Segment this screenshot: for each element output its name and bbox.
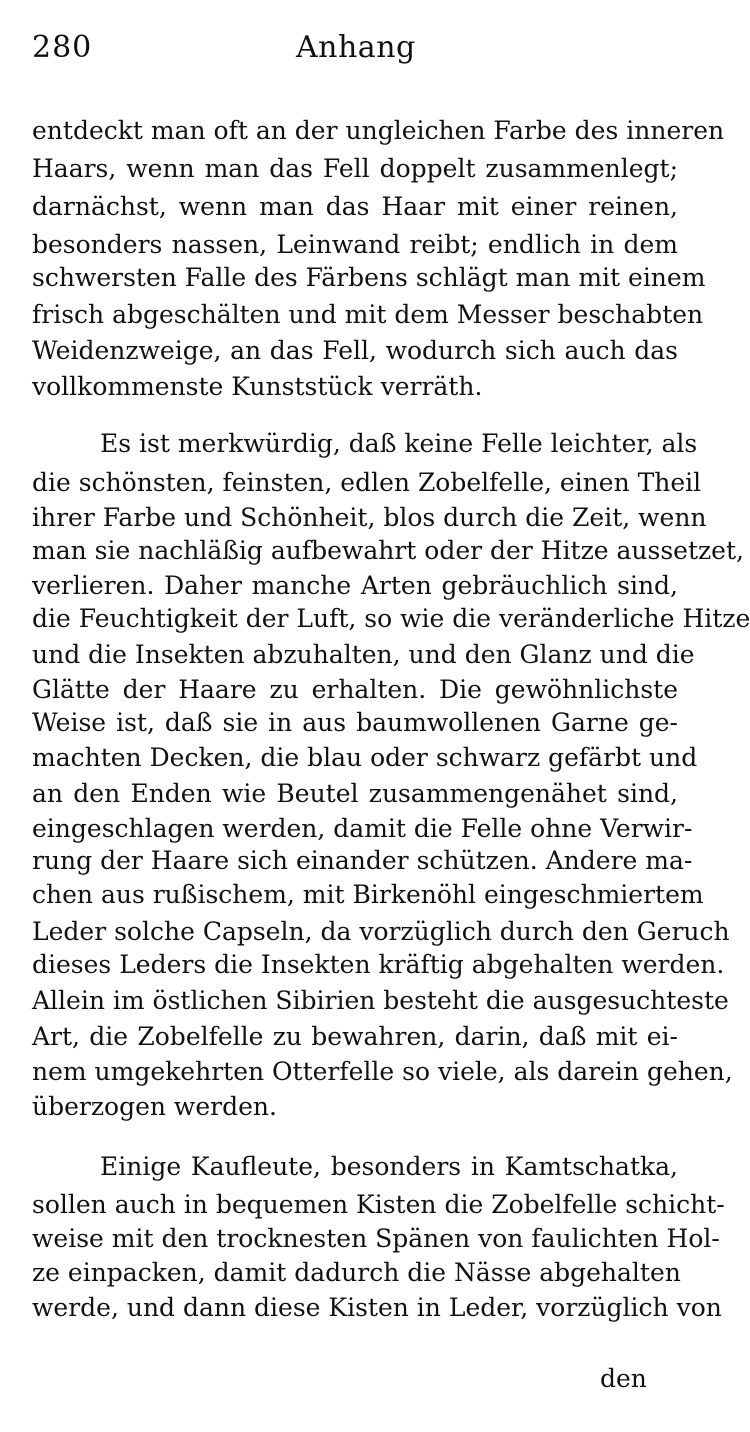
paragraph-first-line: Einige Kaufleute, besonders in Kamtschatka, bbox=[100, 1152, 678, 1181]
text-line: weise mit den trocknesten Spänen von faulichten Hol- bbox=[32, 1224, 720, 1253]
running-title: Anhang bbox=[296, 30, 416, 65]
text-line: verlieren. Daher manche Arten gebräuchlich sind, bbox=[32, 571, 678, 600]
text-line: chen aus rußischem, mit Birkenöhl eingeschmiertem bbox=[32, 880, 704, 909]
text-line: Allein im östlichen Sibirien besteht die ausgesuchteste bbox=[32, 986, 729, 1015]
text-line: die schönsten, feinsten, edlen Zobelfelle, einen Theil bbox=[32, 468, 702, 497]
text-line: nem umgekehrten Otterfelle so viele, als darein gehen, bbox=[32, 1057, 733, 1086]
text-line: Haars, wenn man das Fell doppelt zusammenlegt; bbox=[32, 154, 678, 183]
text-line: Weise ist, daß sie in aus baumwollenen Garne ge- bbox=[32, 708, 678, 737]
page-number: 280 bbox=[32, 30, 93, 65]
text-line: Glätte der Haare zu erhalten. Die gewöhnlichste bbox=[32, 675, 678, 704]
text-line: an den Enden wie Beutel zusammengenähet sind, bbox=[32, 779, 678, 808]
text-line: schwersten Falle des Färbens schlägt man mit einem bbox=[32, 263, 706, 292]
text-line: die Feuchtigkeit der Luft, so wie die veränderliche Hitze bbox=[32, 604, 750, 633]
text-line: entdeckt man oft an der ungleichen Farbe des inneren bbox=[32, 116, 725, 145]
text-line: frisch abgeschälten und mit dem Messer beschabten bbox=[32, 300, 704, 329]
text-line: machten Decken, die blau oder schwarz gefärbt und bbox=[32, 743, 698, 772]
catchword: den bbox=[600, 1364, 647, 1393]
text-line: Leder solche Capseln, da vorzüglich durch den Geruch bbox=[32, 917, 730, 946]
text-line: werde, und dann diese Kisten in Leder, vorzüglich von bbox=[32, 1293, 722, 1322]
text-line: dieses Leders die Insekten kräftig abgehalten werden. bbox=[32, 950, 725, 979]
paragraph-first-line: Es ist merkwürdig, daß keine Felle leichter, als bbox=[100, 429, 698, 458]
text-line: überzogen werden. bbox=[32, 1092, 277, 1121]
text-line: Weidenzweige, an das Fell, wodurch sich auch das bbox=[32, 336, 678, 365]
text-line: und die Insekten abzuhalten, und den Glanz und die bbox=[32, 640, 695, 669]
text-line: ihrer Farbe und Schönheit, blos durch die Zeit, wenn bbox=[32, 503, 707, 532]
text-line: sollen auch in bequemen Kisten die Zobelfelle schicht- bbox=[32, 1190, 725, 1219]
text-line: ze einpacken, damit dadurch die Nässe abgehalten bbox=[32, 1258, 681, 1287]
text-line: man sie nachläßig aufbewahrt oder der Hitze aussetzet, bbox=[32, 536, 744, 565]
text-line: rung der Haare sich einander schützen. Andere ma- bbox=[32, 846, 693, 875]
text-line: Art, die Zobelfelle zu bewahren, darin, daß mit ei- bbox=[32, 1022, 678, 1051]
text-line: eingeschlagen werden, damit die Felle ohne Verwir- bbox=[32, 814, 693, 843]
text-line: vollkommenste Kunststück verräth. bbox=[32, 372, 483, 401]
text-line: besonders nassen, Leinwand reibt; endlich in dem bbox=[32, 230, 678, 259]
text-line: darnächst, wenn man das Haar mit einer reinen, bbox=[32, 192, 678, 221]
